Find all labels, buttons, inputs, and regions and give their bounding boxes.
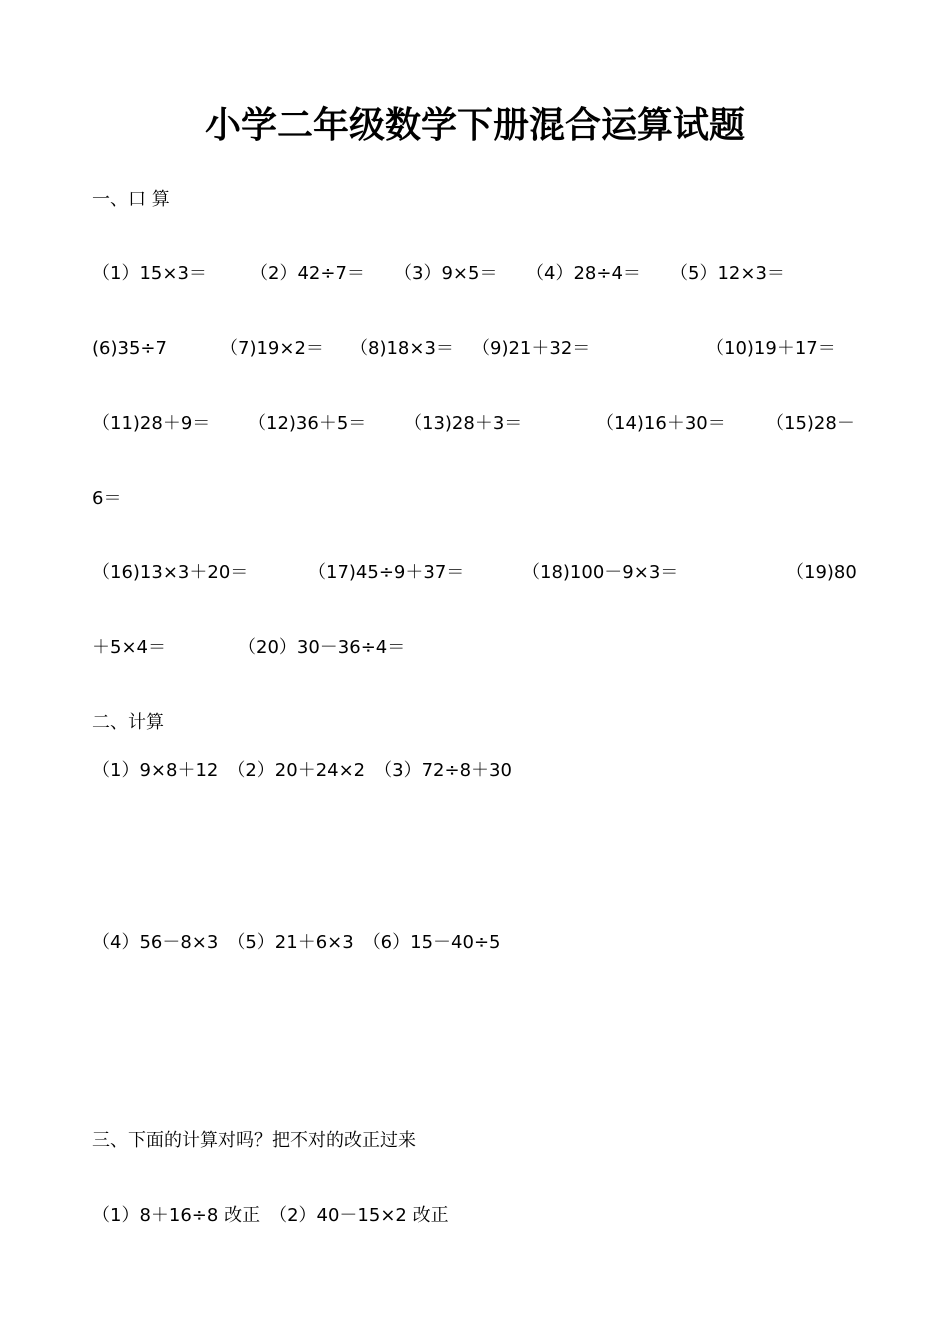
oral-row-4 (92, 560, 872, 586)
correction-1-note: 改正 (224, 1205, 261, 1226)
problem-9: （9)21＋32＝ (472, 338, 591, 359)
oral-row-1 (92, 261, 872, 287)
calc-problem-3: （3）72÷8＋30 (374, 760, 512, 781)
oral-row-3 (92, 411, 872, 437)
correction-1-expression: （1）8＋16÷8 (92, 1205, 219, 1226)
section-3-heading: 三、下面的计算对吗？把不对的改正过来 (92, 1130, 416, 1151)
problem-20: （20）30－36÷4＝ (238, 637, 406, 658)
section-2-heading: 二、计算 (92, 712, 164, 733)
correction-2-expression: （2）40－15×2 (269, 1205, 407, 1226)
problem-19-continued: ＋5×4＝ (92, 637, 166, 658)
oral-row-2 (92, 336, 872, 362)
correction-sequence (92, 1203, 872, 1229)
correction-row (92, 1203, 872, 1229)
problem-12: （12)36＋5＝ (248, 413, 367, 434)
problem-14: （14)16＋30＝ (596, 413, 726, 434)
problem-15-continued: 6＝ (92, 488, 122, 509)
calc-problem-5: （5）21＋6×3 (227, 932, 354, 953)
oral-row-5 (92, 635, 872, 661)
correction-2-note: 改正 (412, 1205, 449, 1226)
calc-problem-4: （4）56－8×3 (92, 932, 219, 953)
problem-18: （18)100－9×3＝ (522, 562, 679, 583)
problem-1: （1）15×3＝ (92, 263, 207, 284)
calc-row-1-sequence (92, 758, 872, 784)
problem-4: （4）28÷4＝ (526, 263, 641, 284)
problem-13: （13)28＋3＝ (404, 413, 523, 434)
problem-3: （3）9×5＝ (394, 263, 498, 284)
calc-problem-1: （1）9×8＋12 (92, 760, 219, 781)
problem-16: （16)13×3＋20＝ (92, 562, 249, 583)
problem-7: （7)19×2＝ (220, 338, 324, 359)
problem-2: （2）42÷7＝ (250, 263, 365, 284)
section-1-heading: 一、口 算 (92, 189, 170, 210)
calc-problem-6: （6）15－40÷5 (362, 932, 501, 953)
problem-5: （5）12×3＝ (670, 263, 785, 284)
calc-problem-2: （2）20＋24×2 (227, 760, 366, 781)
problem-17: （17)45÷9＋37＝ (308, 562, 465, 583)
problem-19: （19)80 (786, 562, 857, 583)
problem-10: （10)19＋17＝ (706, 338, 836, 359)
problem-6: (6)35÷7 (92, 338, 167, 359)
problem-8: （8)18×3＝ (350, 338, 454, 359)
calc-row-1 (92, 758, 872, 784)
oral-row-3-continued (92, 486, 872, 512)
problem-15: （15)28－ (766, 413, 855, 434)
calc-row-2-sequence (92, 930, 872, 956)
page-title: 小学二年级数学下册混合运算试题 (204, 104, 745, 146)
problem-11: （11)28＋9＝ (92, 413, 211, 434)
calc-row-2 (92, 930, 872, 956)
